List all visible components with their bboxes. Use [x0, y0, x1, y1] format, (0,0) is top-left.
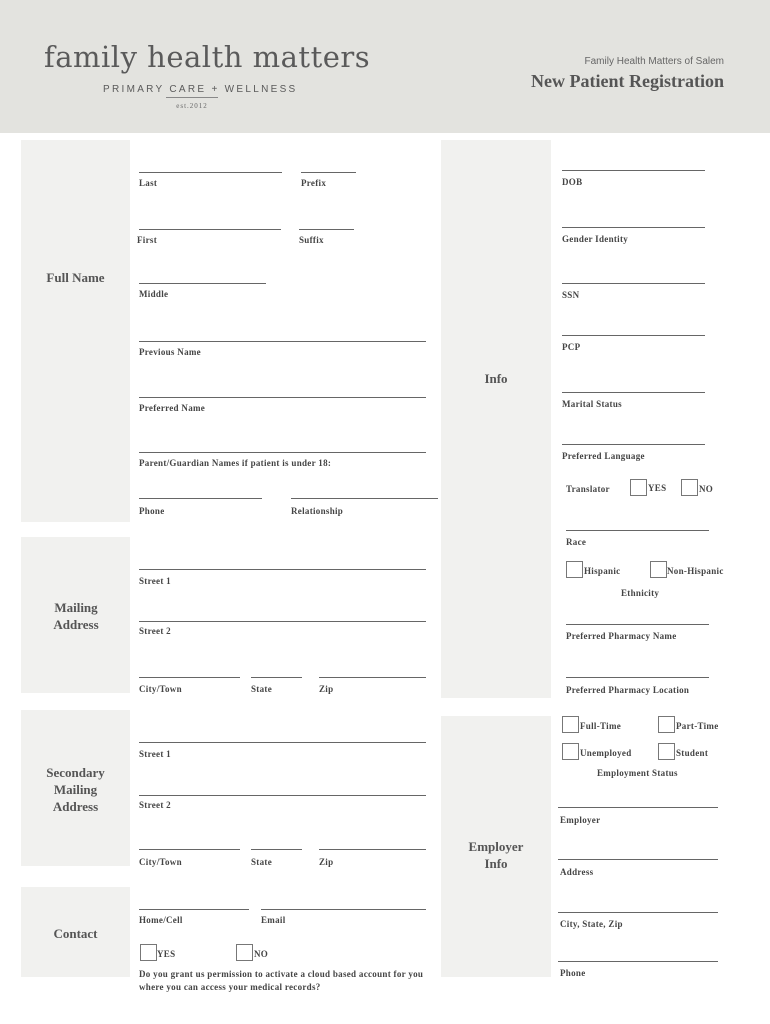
cloud-account-no-checkbox[interactable] — [236, 944, 253, 961]
part-time-checkbox[interactable] — [658, 716, 675, 733]
last-name-label: Last — [139, 178, 158, 188]
non-hispanic-label: Non-Hispanic — [667, 566, 724, 576]
dob-field[interactable] — [562, 170, 705, 171]
secondary-state-field[interactable] — [251, 849, 302, 850]
non-hispanic-checkbox[interactable] — [650, 561, 667, 578]
guardian-phone-label: Phone — [139, 506, 165, 516]
pcp-field[interactable] — [562, 335, 705, 336]
mailing-street1-field[interactable] — [139, 569, 426, 570]
mailing-street2-label: Street 2 — [139, 626, 171, 636]
translator-label: Translator — [566, 484, 610, 494]
full-time-label: Full-Time — [580, 721, 622, 731]
employer-city-state-zip-field[interactable] — [558, 912, 718, 913]
relationship-label: Relationship — [291, 506, 344, 516]
hispanic-checkbox[interactable] — [566, 561, 583, 578]
middle-name-field[interactable] — [139, 283, 266, 284]
secondary-street1-label: Street 1 — [139, 749, 171, 759]
secondary-state-label: State — [251, 857, 272, 867]
unemployed-label: Unemployed — [580, 748, 632, 758]
suffix-label: Suffix — [299, 235, 324, 245]
translator-yes-label: YES — [648, 483, 667, 493]
cloud-account-yes-label: YES — [157, 949, 176, 959]
pharmacy-name-field[interactable] — [566, 624, 709, 625]
part-time-label: Part-Time — [676, 721, 719, 731]
mailing-zip-label: Zip — [319, 684, 334, 694]
brand-tagline: PRIMARY CARE + WELLNESS — [103, 84, 298, 95]
secondary-zip-field[interactable] — [319, 849, 426, 850]
pcp-label: PCP — [562, 342, 581, 352]
guardian-names-label: Parent/Guardian Names if patient is under 18: — [139, 458, 332, 468]
mailing-address-section-label: Mailing Address — [21, 537, 130, 693]
info-section-label: Info — [441, 140, 551, 698]
cloud-account-question: Do you grant us permission to activate a cloud based account for you where you can access your medical records? — [139, 969, 424, 992]
mailing-street1-label: Street 1 — [139, 576, 171, 586]
marital-status-label: Marital Status — [562, 399, 622, 409]
preferred-language-field[interactable] — [562, 444, 705, 445]
employment-status-label: Employment Status — [597, 768, 678, 778]
race-field[interactable] — [566, 530, 709, 531]
secondary-city-label: City/Town — [139, 857, 182, 867]
previous-name-label: Previous Name — [139, 347, 201, 357]
guardian-phone-field[interactable] — [139, 498, 262, 499]
pharmacy-location-field[interactable] — [566, 677, 709, 678]
email-label: Email — [261, 915, 286, 925]
header-banner — [0, 0, 770, 133]
marital-status-field[interactable] — [562, 392, 705, 393]
suffix-field[interactable] — [299, 229, 354, 230]
ssn-field[interactable] — [562, 283, 705, 284]
student-checkbox[interactable] — [658, 743, 675, 760]
home-cell-field[interactable] — [139, 909, 249, 910]
clinic-name: Family Health Matters of Salem — [584, 56, 724, 67]
secondary-street2-label: Street 2 — [139, 800, 171, 810]
mailing-state-field[interactable] — [251, 677, 302, 678]
gender-identity-label: Gender Identity — [562, 234, 629, 244]
preferred-name-label: Preferred Name — [139, 403, 206, 413]
secondary-street2-field[interactable] — [139, 795, 426, 796]
first-name-field[interactable] — [139, 229, 281, 230]
brand-logo-text: family health matters — [44, 40, 371, 74]
mailing-city-label: City/Town — [139, 684, 182, 694]
employer-phone-label: Phone — [560, 968, 586, 978]
race-label: Race — [566, 537, 587, 547]
translator-no-label: NO — [699, 484, 714, 494]
employer-info-section-label: Employer Info — [441, 716, 551, 977]
relationship-field[interactable] — [291, 498, 438, 499]
dob-label: DOB — [562, 177, 583, 187]
pharmacy-name-label: Preferred Pharmacy Name — [566, 631, 677, 641]
mailing-state-label: State — [251, 684, 272, 694]
prefix-field[interactable] — [301, 172, 356, 173]
employer-name-field[interactable] — [558, 807, 718, 808]
ssn-label: SSN — [562, 290, 580, 300]
email-field[interactable] — [261, 909, 426, 910]
translator-no-checkbox[interactable] — [681, 479, 698, 496]
full-time-checkbox[interactable] — [562, 716, 579, 733]
translator-yes-checkbox[interactable] — [630, 479, 647, 496]
last-name-field[interactable] — [139, 172, 282, 173]
hispanic-label: Hispanic — [584, 566, 621, 576]
cloud-account-yes-checkbox[interactable] — [140, 944, 157, 961]
cloud-account-no-label: NO — [254, 949, 269, 959]
mailing-city-field[interactable] — [139, 677, 240, 678]
secondary-address-section-label: Secondary Mailing Address — [21, 710, 130, 866]
secondary-street1-field[interactable] — [139, 742, 426, 743]
full-name-section-label: Full Name — [21, 140, 130, 522]
form-title: New Patient Registration — [531, 71, 724, 91]
secondary-city-field[interactable] — [139, 849, 240, 850]
employer-name-label: Employer — [560, 815, 601, 825]
mailing-street2-field[interactable] — [139, 621, 426, 622]
brand-established: est.2012 — [166, 97, 218, 110]
employer-phone-field[interactable] — [558, 961, 718, 962]
prefix-label: Prefix — [301, 178, 327, 188]
mailing-zip-field[interactable] — [319, 677, 426, 678]
home-cell-label: Home/Cell — [139, 915, 183, 925]
preferred-language-label: Preferred Language — [562, 451, 645, 461]
employer-address-field[interactable] — [558, 859, 718, 860]
contact-section-label: Contact — [21, 887, 130, 977]
unemployed-checkbox[interactable] — [562, 743, 579, 760]
middle-name-label: Middle — [139, 289, 169, 299]
student-label: Student — [676, 748, 709, 758]
gender-identity-field[interactable] — [562, 227, 705, 228]
preferred-name-field[interactable] — [139, 397, 426, 398]
employer-address-label: Address — [560, 867, 594, 877]
ethnicity-label: Ethnicity — [621, 588, 660, 598]
first-name-label: First — [137, 235, 157, 245]
secondary-zip-label: Zip — [319, 857, 334, 867]
guardian-names-field[interactable] — [139, 452, 426, 453]
employer-city-state-zip-label: City, State, Zip — [560, 919, 623, 929]
previous-name-field[interactable] — [139, 341, 426, 342]
pharmacy-location-label: Preferred Pharmacy Location — [566, 685, 690, 695]
